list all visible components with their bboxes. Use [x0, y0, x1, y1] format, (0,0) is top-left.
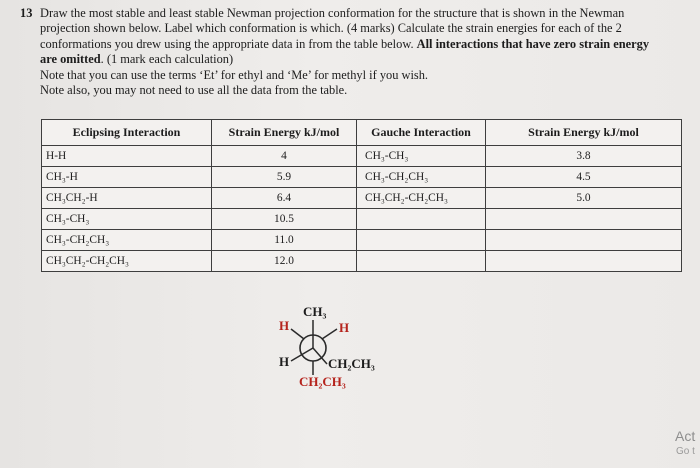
header-gauche-strain: Strain Energy kJ/mol [486, 120, 682, 146]
strain-energy-table [41, 119, 682, 272]
activate-watermark-line2: Go t [676, 446, 695, 457]
substituent-top: CH₃ [303, 304, 327, 319]
note-line-2: Note also, you may not need to use all the data from the table. [40, 83, 348, 98]
gauche-energy-cell: 3.8 [486, 146, 682, 167]
gauche-energy-cell [486, 230, 682, 251]
table-row [42, 167, 682, 188]
question-line-4: are omitted. (1 mark each calculation) [40, 52, 234, 67]
gauche-energy-cell: 4.5 [486, 167, 682, 188]
note-line-1: Note that you can use the terms ‘Et’ for ethyl and ‘Me’ for methyl if you wish. [40, 67, 429, 82]
eclipsing-energy-cell: 10.5 [212, 209, 357, 230]
eclipsing-cell: CH₃CH₂-H [42, 188, 212, 209]
substituent-lower-left: H [279, 354, 290, 369]
back-bond-left [291, 329, 304, 339]
eclipsing-cell: CH₃-CH₂CH₃ [42, 230, 212, 251]
substituent-upper-right: H [339, 320, 350, 335]
question-line-3: conformations you drew using the appropriate data in from the table below. All interactions that have zero strain energy [40, 36, 650, 51]
eclipsing-cell: CH₃CH₂-CH₂CH₃ [42, 251, 212, 272]
gauche-energy-cell [486, 209, 682, 230]
eclipsing-cell: CH₃-H [42, 167, 212, 188]
gauche-cell: CH₃-CH₃ [357, 146, 486, 167]
table-row [42, 230, 682, 251]
eclipsing-energy-cell: 5.9 [212, 167, 357, 188]
gauche-cell [357, 209, 486, 230]
substituent-upper-left: H [279, 318, 290, 333]
gauche-cell [357, 251, 486, 272]
gauche-energy-cell: 5.0 [486, 188, 682, 209]
eclipsing-energy-cell: 12.0 [212, 251, 357, 272]
gauche-cell [357, 230, 486, 251]
eclipsing-energy-cell: 6.4 [212, 188, 357, 209]
table-header-row [42, 120, 682, 146]
gauche-cell: CH₃-CH₂CH₃ [357, 167, 486, 188]
substituent-lower-right: CH₂CH₃ [328, 356, 375, 371]
back-bond-right [322, 329, 337, 339]
table-row [42, 251, 682, 272]
header-gauche-interaction: Gauche Interaction [357, 120, 486, 146]
eclipsing-energy-cell: 11.0 [212, 230, 357, 251]
front-bond-left [291, 348, 313, 361]
gauche-cell: CH₃CH₂-CH₂CH₃ [357, 188, 486, 209]
table-row [42, 188, 682, 209]
eclipsing-cell: CH₃-CH₃ [42, 209, 212, 230]
question-line-1: 13 Draw the most stable and least stable Newman projection conformation for the structure that is shown in the Newman [20, 6, 625, 20]
header-eclipsing-interaction: Eclipsing Interaction [42, 120, 212, 146]
question-number: 13 [20, 6, 33, 20]
activate-watermark-line1: Act [675, 428, 696, 444]
eclipsing-energy-cell: 4 [212, 146, 357, 167]
gauche-energy-cell [486, 251, 682, 272]
eclipsing-cell: H-H [42, 146, 212, 167]
table-row [42, 146, 682, 167]
question-text [20, 6, 685, 98]
question-line-2: projection shown below. Label which conformation is which. (4 marks) Calculate the strain energies for each of the 2 [40, 21, 622, 36]
table-row [42, 209, 682, 230]
substituent-bottom: CH₂CH₃ [299, 374, 346, 389]
header-eclipsing-strain: Strain Energy kJ/mol [212, 120, 357, 146]
newman-projection [265, 300, 395, 400]
